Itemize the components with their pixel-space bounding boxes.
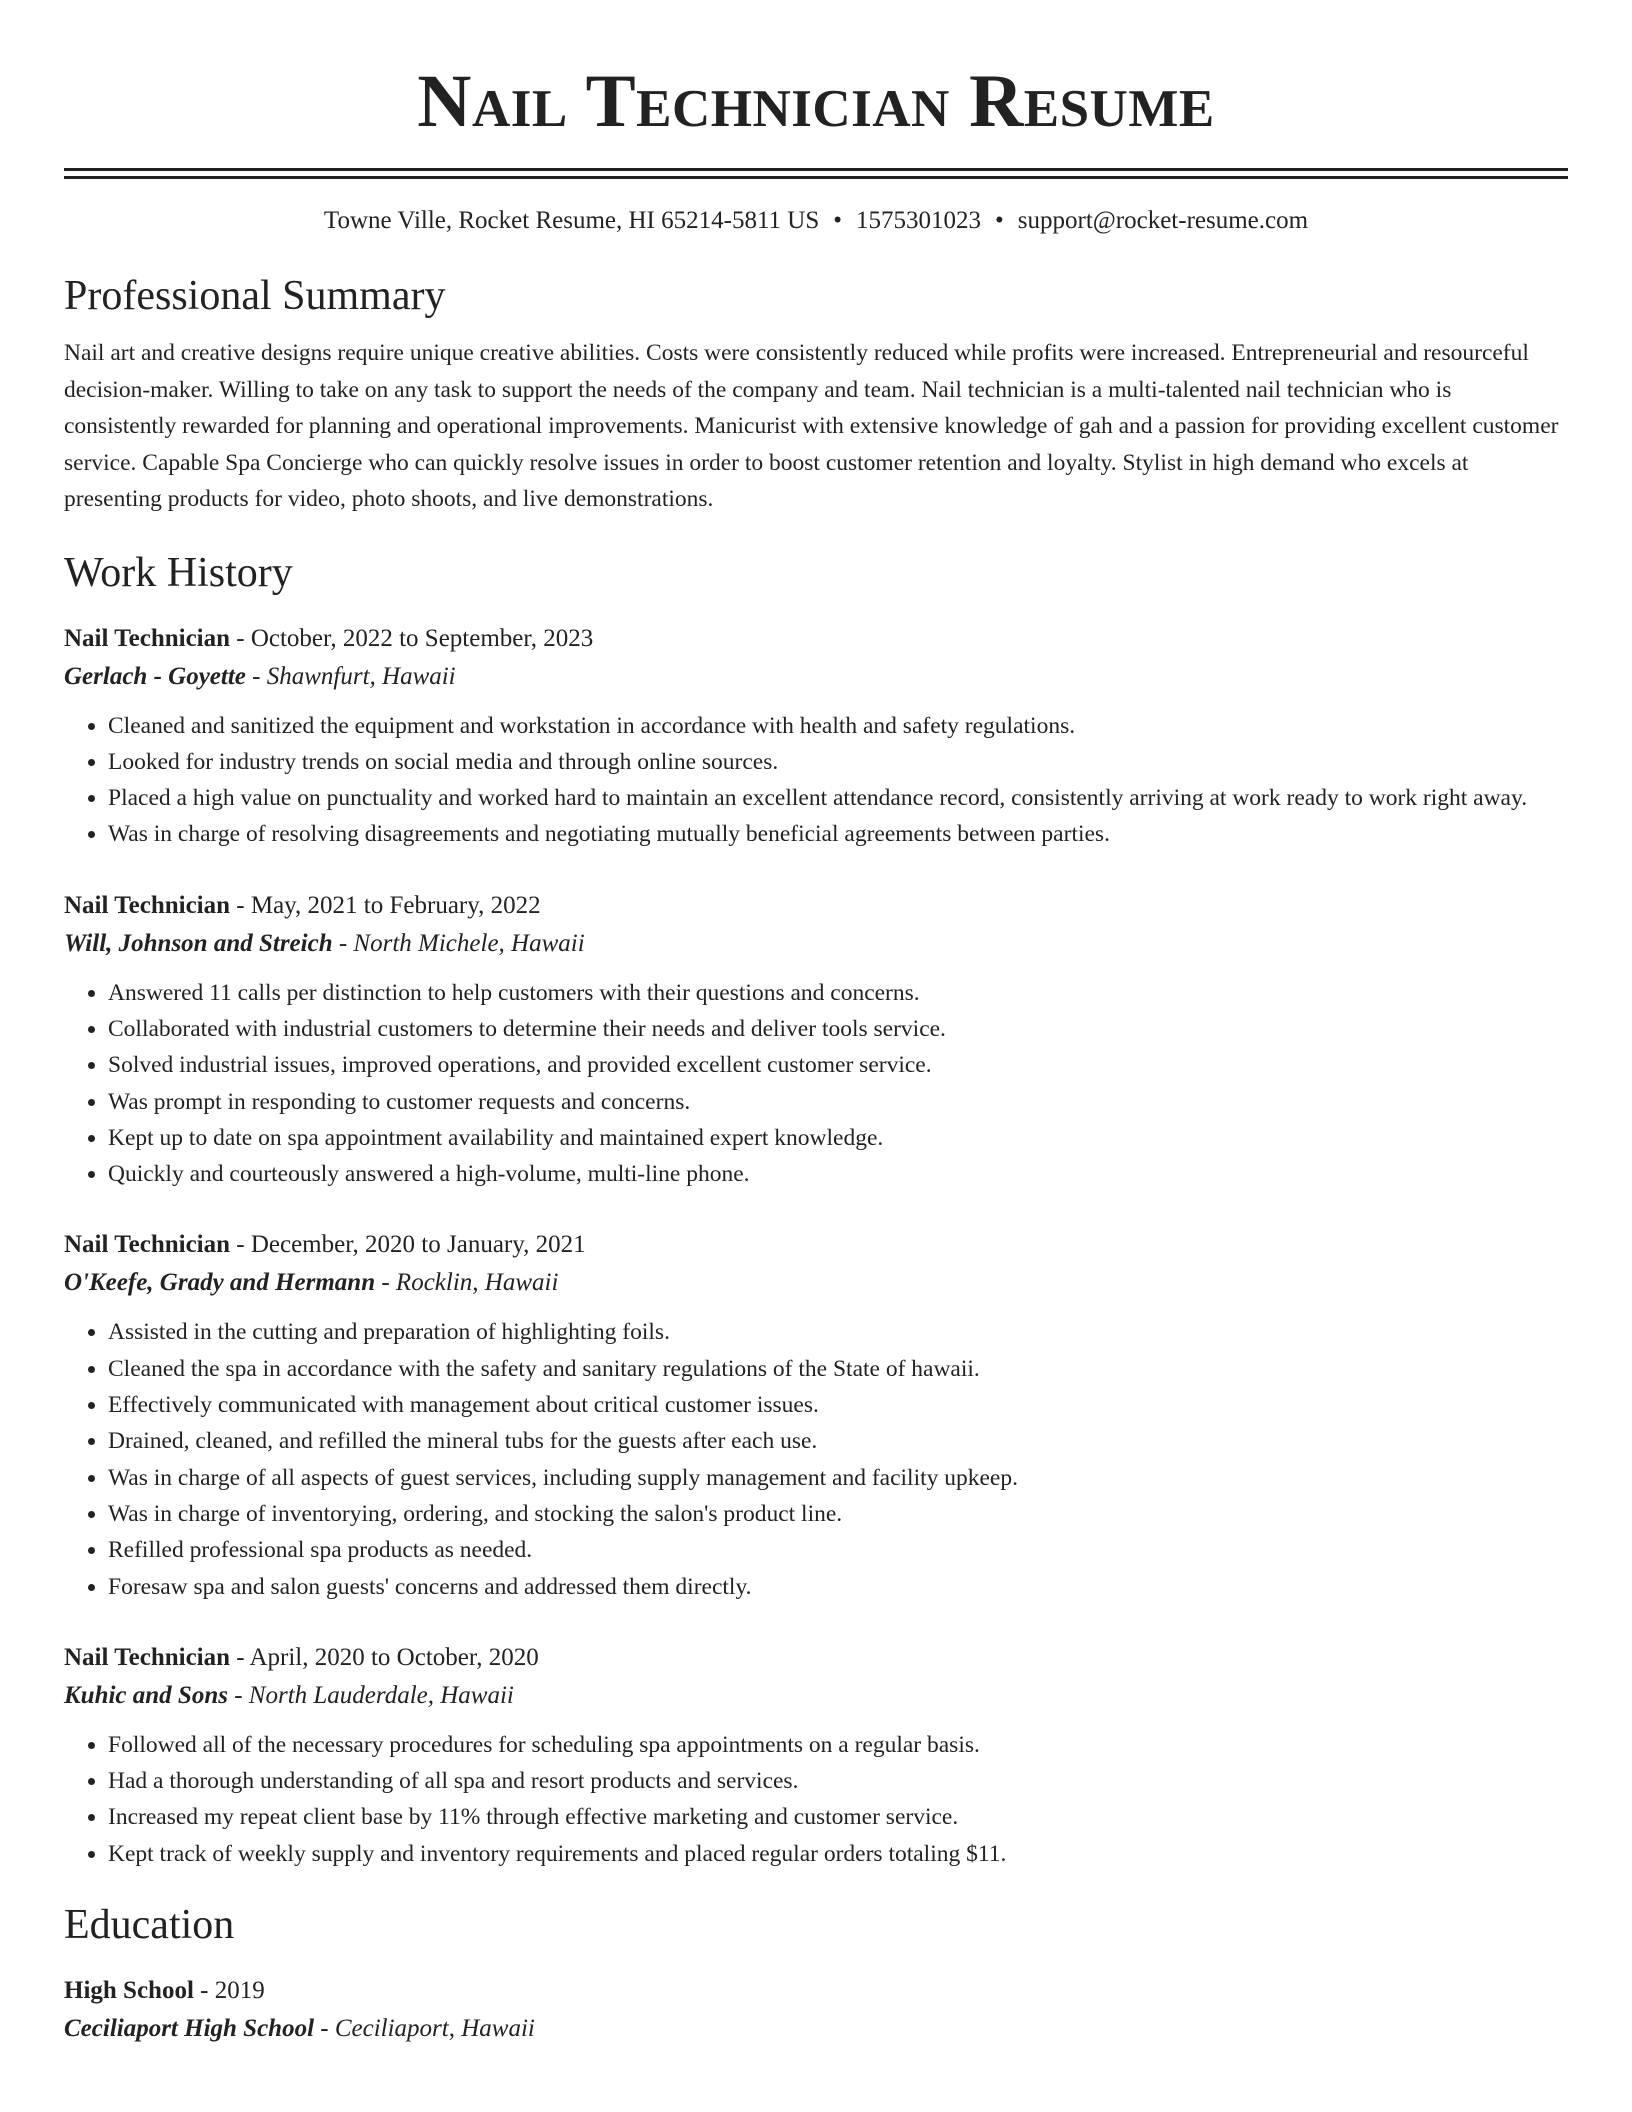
job-employer-line [64,658,1568,696]
education-school-line [64,2010,1568,2048]
job-employer-line [64,925,1568,963]
job-bullet-list [64,1727,1568,1872]
work-history-heading: Work History [64,549,293,596]
title-double-rule [64,168,1568,171]
job-title: Nail Technician [64,1643,231,1671]
job-employer: Gerlach - Goyette [64,662,246,690]
job-bullet-list [64,1314,1568,1604]
job-bullet: • Answered 11 calls per distinction to help customers with their questions and concerns. [108,975,1568,1011]
education-school: Ceciliaport High School [64,2015,315,2043]
job-bullet: • Increased my repeat client base by 11% through effective marketing and customer service. [108,1799,1568,1835]
job-bullet: • Kept up to date on spa appointment availability and maintained expert knowledge. [108,1120,1568,1156]
resume-page [64,0,1568,2048]
job-employer: O'Keefe, Grady and Hermann [64,1269,376,1297]
education-heading: Education [64,1902,235,1949]
job-bullet: • Was prompt in responding to customer requests and concerns. [108,1084,1568,1120]
job-entry [64,1226,1568,1604]
job-title-line [64,887,1568,925]
job-bullet: • Was in charge of resolving disagreements and negotiating mutually beneficial agreements between parties. [108,816,1568,852]
job-employer-line [64,1677,1568,1715]
job-title: Nail Technician [64,891,231,919]
job-entry [64,887,1568,1193]
job-bullet: • Refilled professional spa products as needed. [108,1532,1568,1568]
job-entry [64,620,1568,853]
job-bullet: • Cleaned the spa in accordance with the safety and sanitary regulations of the State of hawaii. [108,1351,1568,1387]
job-bullet: • Kept track of weekly supply and inventory requirements and placed regular orders totaling $11. [108,1836,1568,1872]
job-bullet: • Effectively communicated with management about critical customer issues. [108,1387,1568,1423]
contact-email: support@rocket-resume.com [1017,207,1309,234]
contact-address: Towne Ville, Rocket Resume, HI 65214-5811 US [323,207,820,234]
job-bullet: • Placed a high value on punctuality and worked hard to maintain an excellent attendance record, consistently arriving at work ready to work right away. [108,780,1568,816]
job-title-line [64,1639,1568,1677]
job-employer: Will, Johnson and Streich [64,929,333,957]
resume-title: Nail Technician Resume [417,60,1215,143]
job-location: - Rocklin, Hawaii [375,1269,559,1297]
job-title: Nail Technician [64,1231,231,1259]
education-degree-line [64,1972,1568,2010]
job-bullet: • Solved industrial issues, improved operations, and provided excellent customer service. [108,1047,1568,1083]
job-bullet: • Had a thorough understanding of all spa and resort products and services. [108,1763,1568,1799]
contact-phone: 1575301023 [856,207,981,234]
job-bullet: • Collaborated with industrial customers to determine their needs and deliver tools service. [108,1011,1568,1047]
job-employer-line [64,1264,1568,1302]
job-employer: Kuhic and Sons [64,1681,228,1709]
education-year: - 2019 [193,1977,265,2005]
job-title: Nail Technician [64,624,231,652]
job-location: - Shawnfurt, Hawaii [245,662,456,690]
contact-separator: • [995,207,1004,234]
job-bullet: • Foresaw spa and salon guests' concerns and addressed them directly. [108,1569,1568,1605]
job-dates: - October, 2022 to September, 2023 [230,624,594,652]
job-bullet-list [64,975,1568,1193]
job-bullet: • Assisted in the cutting and preparation of highlighting foils. [108,1314,1568,1350]
summary-text: Nail art and creative designs require unique creative abilities. Costs were consistently reduced while profits were increased. Entrepreneurial and resourceful decision-maker. Willing to take on any task to support the needs of the company and team. Nail technician is a multi-talented nail technician who is consistently rewarded for planning and operational improvements. Manicurist with extensive knowledge of gah and a passion for providing excellent customer service. Capable Spa Concierge who can quickly resolve issues in order to boost customer retention and loyalty. Stylist in high demand who excels at presenting products for video, photo shoots, and live demonstrations. [64,340,1559,512]
job-title-line [64,1226,1568,1264]
job-dates: - December, 2020 to January, 2021 [230,1231,586,1259]
job-bullet-list [64,708,1568,853]
job-bullet: • Was in charge of inventorying, ordering, and stocking the salon's product line. [108,1496,1568,1532]
education-entry [64,1972,1568,2048]
job-dates: - May, 2021 to February, 2022 [230,891,541,919]
job-location: - North Michele, Hawaii [332,929,585,957]
contact-line [64,205,1568,237]
job-title-line [64,620,1568,658]
job-dates: - April, 2020 to October, 2020 [230,1643,539,1671]
summary-heading: Professional Summary [64,273,446,319]
contact-separator: • [833,207,842,234]
job-bullet: • Looked for industry trends on social media and through online sources. [108,744,1568,780]
job-bullet: • Drained, cleaned, and refilled the mineral tubs for the guests after each use. [108,1423,1568,1459]
job-bullet: • Was in charge of all aspects of guest services, including supply management and facility upkeep. [108,1460,1568,1496]
job-bullet: • Followed all of the necessary procedures for scheduling spa appointments on a regular basis. [108,1727,1568,1763]
job-entry [64,1639,1568,1872]
job-location: - North Lauderdale, Hawaii [227,1681,514,1709]
job-bullet: • Quickly and courteously answered a high-volume, multi-line phone. [108,1156,1568,1192]
education-location: - Ceciliaport, Hawaii [314,2015,535,2043]
education-degree: High School [64,1977,194,2005]
job-bullet: • Cleaned and sanitized the equipment and workstation in accordance with health and safety regulations. [108,708,1568,744]
